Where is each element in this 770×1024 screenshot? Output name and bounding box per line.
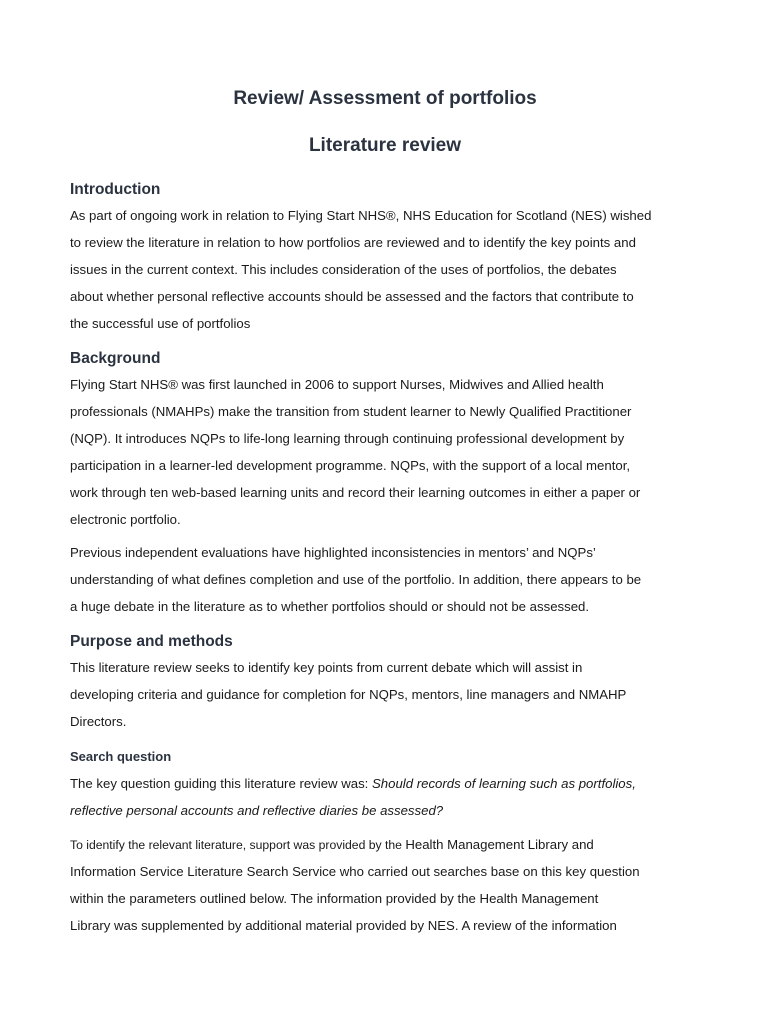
purpose-line: Directors.	[70, 714, 127, 729]
search-method-rest: Health Management Library and	[405, 837, 594, 852]
introduction-heading: Introduction	[70, 181, 161, 198]
background-line: (NQP). It introduces NQPs to life-long learning through continuing professional development by	[70, 431, 625, 446]
search-method-prefix: To identify the relevant literature, support was provided by the	[70, 838, 406, 852]
search-question-italic-line: reflective personal accounts and reflective diaries be assessed?	[70, 803, 444, 818]
search-method-line: Library was supplemented by additional material provided by NES. A review of the information	[70, 918, 617, 933]
background-line: understanding of what defines completion and use of the portfolio. In addition, there appears to be	[70, 572, 642, 587]
search-method-line: Information Service Literature Search Service who carried out searches base on this key question	[70, 864, 640, 879]
search-question-heading: Search question	[70, 749, 172, 764]
introduction-line: the successful use of portfolios	[70, 316, 251, 331]
purpose-line: developing criteria and guidance for completion for NQPs, mentors, line managers and NMAHP	[70, 687, 627, 702]
search-method-line	[70, 837, 594, 853]
background-line: Previous independent evaluations have highlighted inconsistencies in mentors’ and NQPs’	[70, 545, 596, 560]
purpose-line: This literature review seeks to identify key points from current debate which will assist in	[70, 660, 583, 675]
background-line: work through ten web-based learning units and record their learning outcomes in either a paper or	[70, 485, 641, 500]
document-subtitle: Literature review	[308, 135, 462, 156]
background-line: professionals (NMAHPs) make the transition from student learner to Newly Qualified Practitioner	[70, 404, 632, 419]
purpose-heading: Purpose and methods	[70, 633, 233, 650]
introduction-line: issues in the current context. This includes consideration of the uses of portfolios, the debates	[70, 262, 617, 277]
background-line: electronic portfolio.	[70, 512, 181, 527]
introduction-line: about whether personal reflective accounts should be assessed and the factors that contribute to	[70, 289, 634, 304]
introduction-line: As part of ongoing work in relation to Flying Start NHS®, NHS Education for Scotland (NES) wished	[70, 208, 652, 223]
document-title: Review/ Assessment of portfolios	[233, 88, 537, 109]
search-question-italic: Should records of learning such as portfolios,	[372, 776, 636, 791]
search-question-prefix: The key question guiding this literature review was:	[70, 776, 372, 791]
background-heading: Background	[70, 350, 161, 367]
background-line: a huge debate in the literature as to whether portfolios should or should not be assessed.	[70, 599, 590, 614]
search-question-line	[70, 776, 636, 792]
introduction-line: to review the literature in relation to how portfolios are reviewed and to identify the key points and	[70, 235, 636, 250]
background-line: Flying Start NHS® was first launched in 2006 to support Nurses, Midwives and Allied health	[70, 377, 604, 392]
search-method-line: within the parameters outlined below. The information provided by the Health Management	[70, 891, 599, 906]
background-line: participation in a learner-led development programme. NQPs, with the support of a local mentor,	[70, 458, 631, 473]
